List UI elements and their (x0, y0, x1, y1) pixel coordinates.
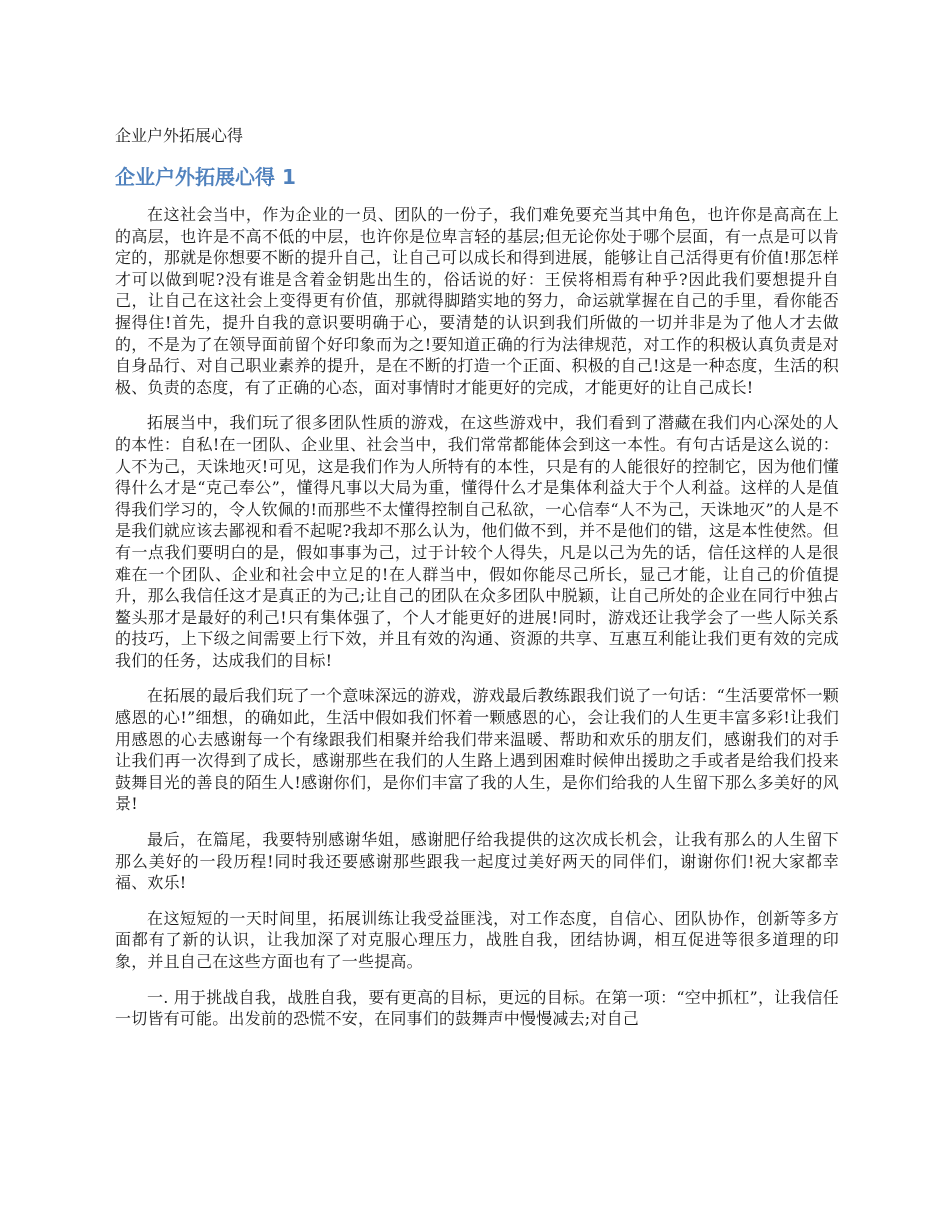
paragraph-2: 拓展当中，我们玩了很多团队性质的游戏，在这些游戏中，我们看到了潜藏在我们内心深处的人的本性：自私!在一团队、企业里、社会当中，我们常常都能体会到这一本性。有句古话是这么说的：人不为己，天诛地灭!可见，这是我们作为人所特有的本性，只是有的人能很好的控制它，因为他们懂得什么才是“克己奉公”，懂得凡事以大局为重，懂得什么才是集体利益大于个人利益。这样的人是值得我们学习的，令人钦佩的!而那些不太懂得控制自己私欲，一心信奉“人不为己，天诛地灭”的人是不是我们就应该去鄙视和看不起呢?我却不那么认为，他们做不到，并不是他们的错，这是本性使然。但有一点我们要明白的是，假如事事为己，过于计较个人得失，凡是以己为先的话，信任这样的人是很难在一个团队、企业和社会中立足的!在人群当中，假如你能尽己所长，显己才能，让自己的价值提升，那么我信任这才是真正的为己;让自己的团队在众多团队中脱颖，让自己所处的企业在同行中独占鳌头那才是最好的利己!只有集体强了，个人才能更好的进展!同时，游戏还让我学会了一些人际关系的技巧，上下级之间需要上行下效，并且有效的沟通、资源的共享、互惠互利能让我们更有效的完成我们的任务，达成我们的目标! (115, 413, 839, 670)
document-page (115, 124, 839, 1044)
paragraph-1: 在这社会当中，作为企业的一员、团队的一份子，我们难免要充当其中角色，也许你是高高在上的高层，也许是不高不低的中层，也许你是位卑言轻的基层;但无论你处于哪个层面，有一点是可以肯定的，那就是你想要不断的提升自己，让自己可以成长和得到进展，能够让自己活得更有价值!那怎样才可以做到呢?没有谁是含着金钥匙出生的，俗话说的好：王侯将相焉有种乎?因此我们要想提升自己，让自己在这社会上变得更有价值，那就得脚踏实地的努力，命运就掌握在自己的手里，看你能否握得住!首先，提升自我的意识要明确于心，要清楚的认识到我们所做的一切并非是为了他人才去做的，不是为了在领导面前留个好印象而为之!要知道正确的行为法律规范，对工作的积极认真负责是对自身品行、对自己职业素养的提升，是在不断的打造一个正面、积极的自己!这是一种态度，生活的积极、负责的态度，有了正确的心态，面对事情时才能更好的完成，才能更好的让自己成长! (115, 205, 839, 397)
paragraph-6: 一. 用于挑战自我，战胜自我，要有更高的目标，更远的目标。在第一项：“空中抓杠”，让我信任一切皆有可能。出发前的恐慌不安，在同事们的鼓舞声中慢慢减去;对自己 (115, 987, 839, 1029)
paragraph-3: 在拓展的最后我们玩了一个意味深远的游戏，游戏最后教练跟我们说了一句话：“生活要常怀一颗感恩的心!”细想，的确如此，生活中假如我们怀着一颗感恩的心，会让我们的人生更丰富多彩!让我们用感恩的心去感谢每一个有缘跟我们相聚并给我们带来温暖、帮助和欢乐的朋友们，感谢我们的对手让我们再一次得到了成长，感谢那些在我们的人生路上遇到困难时候伸出援助之手或者是给我们投来鼓舞目光的善良的陌生人!感谢你们，是你们丰富了我的人生，是你们给我的人生留下那么多美好的风景! (115, 686, 839, 814)
section-heading: 企业户外拓展心得 1 (115, 165, 296, 189)
document-title: 企业户外拓展心得 (115, 126, 244, 145)
paragraph-4: 最后，在篇尾，我要特别感谢华姐，感谢肥仔给我提供的这次成长机会，让我有那么的人生留下那么美好的一段历程!同时我还要感谢那些跟我一起度过美好两天的同伴们，谢谢你们!祝大家都幸福、欢乐! (115, 830, 839, 893)
paragraph-5: 在这短短的一天时间里，拓展训练让我受益匪浅，对工作态度，自信心、团队协作，创新等多方面都有了新的认识，让我加深了对克服心理压力，战胜自我，团结协调，相互促进等很多道理的印象，并且自己在这些方面也有了一些提高。 (115, 908, 839, 971)
